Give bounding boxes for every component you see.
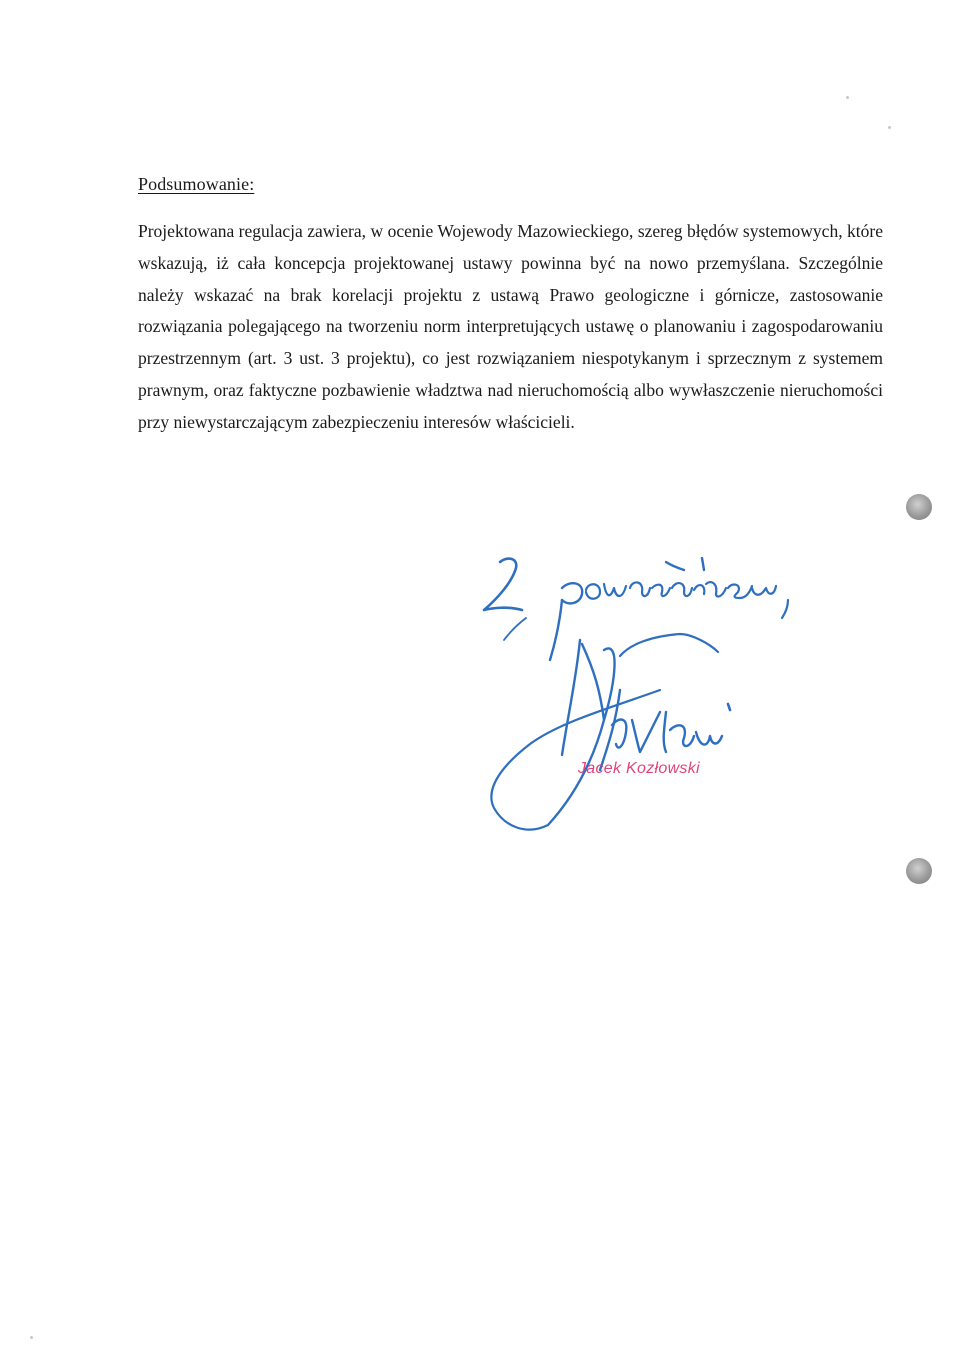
stamp-name: Jacek Kozłowski [578, 760, 700, 777]
scan-speck [846, 96, 849, 99]
section-heading: Podsumowanie: [138, 174, 255, 194]
punch-hole-top [906, 494, 932, 520]
punch-hole-bottom [906, 858, 932, 884]
scan-speck [888, 126, 891, 129]
summary-paragraph: Projektowana regulacja zawiera, w ocenie Wojewody Mazowieckiego, szereg błędów systemowych, które wskazują, iż cała koncepcja projektowanej ustawy powinna być na nowo przemyślana. Szczególnie należy wskazać na brak korelacji projektu z ustawą Prawo geologiczne i górnicze, zastosowanie rozwiązania polegającego na tworzeniu norm interpretujących ustawę o planowaniu i zagospodarowaniu przestrzennym (art. 3 ust. 3 projektu), co jest rozwiązaniem niespotykanym i sprzecznym z systemem prawnym, oraz faktyczne pozbawienie władztwa nad nieruchomością albo wywłaszczenie nieruchomości przy niewystarczającym zabezpieczeniu interesów właścicieli. [138, 221, 883, 432]
scan-speck [30, 1336, 33, 1339]
handwritten-signature [470, 540, 800, 840]
